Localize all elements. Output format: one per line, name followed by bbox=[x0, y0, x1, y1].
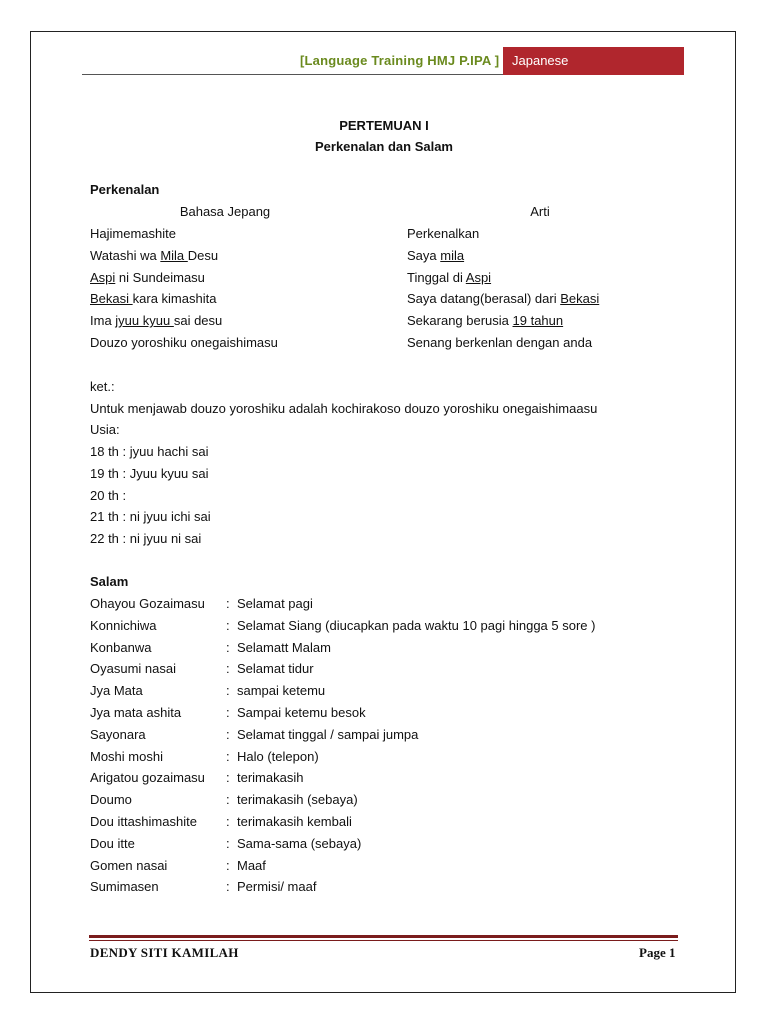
greeting-term: Ohayou Gozaimasu bbox=[90, 596, 205, 611]
greeting-meaning: Permisi/ maaf bbox=[237, 879, 317, 894]
greeting-separator: : bbox=[226, 858, 230, 873]
greeting-term: Moshi moshi bbox=[90, 749, 163, 764]
phrase-segment: Bekasi bbox=[90, 291, 133, 306]
age-item: 20 th : bbox=[90, 488, 127, 503]
phrase-japanese bbox=[90, 313, 222, 329]
greeting-term: Konbanwa bbox=[90, 640, 152, 655]
greeting-meaning: Selamat Siang (diucapkan pada waktu 10 pagi hingga 5 sore ) bbox=[237, 618, 596, 633]
age-label: Usia: bbox=[90, 422, 120, 437]
phrase-segment: mila bbox=[440, 248, 465, 263]
phrase-segment: jyuu kyuu bbox=[115, 313, 174, 328]
phrase-segment: Perkenalkan bbox=[407, 226, 480, 241]
greeting-term: Jya Mata bbox=[90, 683, 143, 698]
greeting-term: Oyasumi nasai bbox=[90, 661, 176, 676]
phrase-meaning bbox=[407, 291, 599, 307]
phrase-segment: Douzo yoroshiku onegaishimasu bbox=[90, 335, 278, 350]
greeting-meaning: sampai ketemu bbox=[237, 683, 326, 698]
age-item: 18 th : jyuu hachi sai bbox=[90, 444, 209, 459]
greeting-term: Sayonara bbox=[90, 727, 146, 742]
phrase-segment: Aspi bbox=[465, 270, 492, 285]
phrase-segment: Saya bbox=[407, 248, 441, 263]
greeting-meaning: Sampai ketemu besok bbox=[237, 705, 366, 720]
greeting-separator: : bbox=[226, 770, 230, 785]
greeting-meaning: Halo (telepon) bbox=[237, 749, 319, 764]
footer-author: DENDY SITI KAMILAH bbox=[90, 945, 239, 960]
greeting-meaning: terimakasih bbox=[237, 770, 304, 785]
age-item: 21 th : ni jyuu ichi sai bbox=[90, 509, 211, 524]
greeting-meaning: terimakasih kembali bbox=[237, 814, 352, 829]
greeting-separator: : bbox=[226, 879, 230, 894]
phrase-segment: 19 tahun bbox=[512, 313, 564, 328]
phrase-meaning bbox=[407, 313, 563, 329]
phrase-segment: Tinggal di bbox=[407, 270, 466, 285]
phrase-meaning bbox=[407, 248, 464, 264]
notes-answer: Untuk menjawab douzo yoroshiku adalah kochirakoso douzo yoroshiku onegaishimaasu bbox=[90, 401, 598, 416]
header-rule bbox=[82, 74, 503, 75]
salam-section-title: Salam bbox=[90, 574, 129, 589]
greeting-term: Doumo bbox=[90, 792, 132, 807]
phrase-segment: Desu bbox=[187, 248, 219, 263]
col-meaning-header: Arti bbox=[530, 204, 550, 219]
phrase-segment: Watashi wa bbox=[90, 248, 161, 263]
perkenalan-section-title: Perkenalan bbox=[90, 182, 160, 197]
greeting-term: Konnichiwa bbox=[90, 618, 157, 633]
age-item: 19 th : Jyuu kyuu sai bbox=[90, 466, 209, 481]
footer-page-number: Page 1 bbox=[639, 945, 676, 960]
greeting-separator: : bbox=[226, 661, 230, 676]
heading-subtitle: Perkenalan dan Salam bbox=[314, 139, 453, 154]
phrase-segment: Sekarang berusia bbox=[407, 313, 513, 328]
col-japanese-header: Bahasa Jepang bbox=[179, 204, 271, 219]
greeting-separator: : bbox=[226, 814, 230, 829]
phrase-segment: Senang berkenlan dengan anda bbox=[407, 335, 593, 350]
greeting-separator: : bbox=[226, 792, 230, 807]
greeting-term: Jya mata ashita bbox=[90, 705, 182, 720]
greeting-separator: : bbox=[226, 683, 230, 698]
greeting-meaning: Selamat pagi bbox=[237, 596, 313, 611]
greeting-separator: : bbox=[226, 618, 230, 633]
greeting-meaning: terimakasih (sebaya) bbox=[237, 792, 358, 807]
greeting-meaning: Sama-sama (sebaya) bbox=[237, 836, 362, 851]
phrase-meaning bbox=[407, 226, 479, 242]
greeting-meaning: Maaf bbox=[237, 858, 266, 873]
footer-rule-thin bbox=[89, 940, 678, 941]
greeting-term: Dou itte bbox=[90, 836, 135, 851]
phrase-segment: kara kimashita bbox=[132, 291, 217, 306]
phrase-japanese bbox=[90, 226, 176, 242]
greeting-separator: : bbox=[226, 727, 230, 742]
greeting-meaning: Selamat tinggal / sampai jumpa bbox=[237, 727, 419, 742]
phrase-segment: Bekasi bbox=[560, 291, 600, 306]
notes-label: ket.: bbox=[90, 379, 115, 394]
phrase-japanese bbox=[90, 270, 205, 286]
greeting-separator: : bbox=[226, 705, 230, 720]
greeting-term: Sumimasen bbox=[90, 879, 159, 894]
phrase-meaning bbox=[407, 335, 592, 351]
phrase-segment: Saya datang(berasal) dari bbox=[407, 291, 561, 306]
phrase-japanese bbox=[90, 248, 218, 264]
greeting-separator: : bbox=[226, 836, 230, 851]
phrase-segment: Hajimemashite bbox=[90, 226, 176, 241]
header-title: [Language Training HMJ P.IPA ] bbox=[300, 53, 500, 68]
phrase-segment: sai desu bbox=[173, 313, 223, 328]
phrase-japanese bbox=[90, 291, 216, 307]
phrase-segment: Aspi bbox=[90, 270, 116, 285]
greeting-term: Arigatou gozaimasu bbox=[90, 770, 205, 785]
phrase-segment: ni Sundeimasu bbox=[115, 270, 205, 285]
greeting-separator: : bbox=[226, 640, 230, 655]
heading-title: PERTEMUAN I bbox=[339, 118, 429, 133]
greeting-term: Gomen nasai bbox=[90, 858, 168, 873]
footer-rule bbox=[89, 935, 678, 938]
phrase-japanese bbox=[90, 335, 278, 351]
phrase-meaning bbox=[407, 270, 491, 286]
greeting-separator: : bbox=[226, 596, 230, 611]
age-item: 22 th : ni jyuu ni sai bbox=[90, 531, 202, 546]
phrase-segment: Ima bbox=[90, 313, 116, 328]
greeting-meaning: Selamat tidur bbox=[237, 661, 314, 676]
greeting-meaning: Selamatt Malam bbox=[237, 640, 331, 655]
header-tag: Japanese bbox=[503, 47, 684, 75]
greeting-separator: : bbox=[226, 749, 230, 764]
phrase-segment: Mila bbox=[160, 248, 188, 263]
greeting-term: Dou ittashimashite bbox=[90, 814, 197, 829]
